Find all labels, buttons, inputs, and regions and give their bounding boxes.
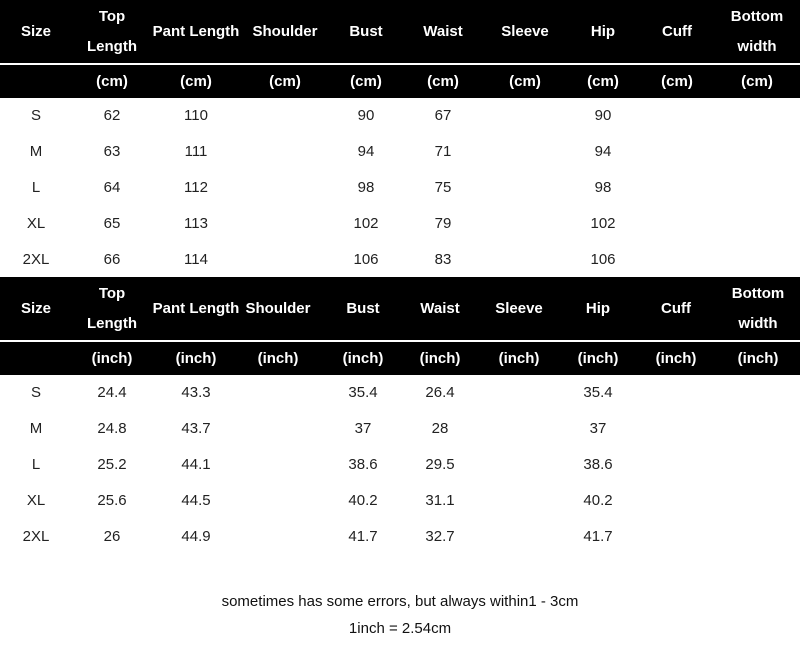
- value-cell: [714, 134, 800, 170]
- value-cell: [716, 483, 800, 519]
- value-cell: [636, 483, 716, 519]
- value-cell: 111: [184, 143, 208, 160]
- value-cell: [640, 206, 714, 242]
- unit-cell: (inch): [655, 349, 697, 367]
- table-row: [0, 411, 800, 447]
- value-cell: 79: [434, 215, 452, 232]
- header-cell: Cuff: [661, 299, 691, 317]
- value-cell: 26: [103, 528, 121, 545]
- value-cell: [636, 411, 716, 447]
- value-cell: 94: [357, 143, 375, 160]
- unit-cell: (inch): [257, 349, 299, 367]
- footnotes: [0, 588, 800, 642]
- value-cell: 110: [184, 107, 208, 124]
- error-note: sometimes has some errors, but always within1 - 3cm: [221, 593, 579, 610]
- value-cell: [716, 375, 800, 411]
- unit-cell: (cm): [741, 72, 773, 90]
- value-cell: 94: [594, 143, 612, 160]
- header-cell: Shoulder: [245, 299, 311, 317]
- value-cell: 40.2: [583, 492, 613, 509]
- unit-cell: (inch): [498, 349, 540, 367]
- table-row: [0, 206, 800, 242]
- header-cell: Size: [20, 22, 51, 40]
- value-cell: 35.4: [348, 384, 378, 401]
- value-cell: [484, 242, 566, 278]
- value-cell: 25.2: [97, 456, 127, 473]
- value-cell: [640, 98, 714, 134]
- value-cell: 40.2: [348, 492, 378, 509]
- header-cell: Size: [20, 299, 51, 317]
- unit-cell: (cm): [509, 72, 541, 90]
- value-cell: [232, 411, 324, 447]
- table-row: [0, 483, 800, 519]
- value-cell: 41.7: [348, 528, 378, 545]
- value-cell: [636, 519, 716, 555]
- value-cell: 113: [184, 215, 208, 232]
- header-cell: Cuff: [662, 22, 692, 40]
- header-cell: Waist: [423, 22, 463, 40]
- size-cell: S: [30, 107, 41, 124]
- value-cell: [232, 375, 324, 411]
- value-cell: [478, 519, 560, 555]
- value-cell: [484, 170, 566, 206]
- table-body: [0, 375, 800, 555]
- value-cell: 106: [590, 251, 616, 268]
- size-table-cm: [0, 0, 800, 278]
- value-cell: 26.4: [425, 384, 455, 401]
- unit-cell: [0, 65, 72, 98]
- unit-cell: [0, 342, 72, 375]
- value-cell: [716, 411, 800, 447]
- value-cell: 43.7: [181, 420, 211, 437]
- header-cell: Waist: [420, 299, 460, 317]
- value-cell: [232, 483, 324, 519]
- header-cell: Hip: [590, 22, 616, 40]
- header-row: [0, 277, 800, 340]
- unit-cell: (inch): [342, 349, 384, 367]
- unit-cell: (cm): [180, 72, 212, 90]
- unit-row: [0, 65, 800, 98]
- size-table-inch: [0, 277, 800, 555]
- size-cell: S: [30, 384, 41, 401]
- value-cell: 38.6: [583, 456, 613, 473]
- value-cell: 66: [103, 251, 121, 268]
- value-cell: 62: [103, 107, 121, 124]
- size-cell: L: [31, 456, 41, 473]
- value-cell: 90: [594, 107, 612, 124]
- unit-cell: (inch): [419, 349, 461, 367]
- table-body: [0, 98, 800, 278]
- unit-cell: (inch): [577, 349, 619, 367]
- value-cell: 44.5: [181, 492, 211, 509]
- unit-row: [0, 342, 800, 375]
- unit-cell: (inch): [737, 349, 779, 367]
- unit-cell: (cm): [427, 72, 459, 90]
- value-cell: 41.7: [583, 528, 613, 545]
- value-cell: [636, 447, 716, 483]
- header-cell: Bottom width: [731, 284, 785, 332]
- header-cell: Hip: [585, 299, 611, 317]
- value-cell: 43.3: [181, 384, 211, 401]
- value-cell: [484, 134, 566, 170]
- value-cell: 67: [434, 107, 452, 124]
- header-cell: Pant Length: [152, 22, 240, 40]
- header-cell: Bottom width: [730, 7, 784, 55]
- unit-cell: (cm): [661, 72, 693, 90]
- table-row: [0, 98, 800, 134]
- size-cell: M: [29, 143, 43, 160]
- value-cell: 112: [184, 179, 208, 196]
- value-cell: [240, 242, 330, 278]
- header-cell: Sleeve: [501, 22, 549, 40]
- value-cell: [716, 447, 800, 483]
- value-cell: 24.8: [97, 420, 127, 437]
- size-cell: M: [29, 420, 43, 437]
- value-cell: 102: [353, 215, 379, 232]
- size-cell: L: [31, 179, 41, 196]
- value-cell: [240, 170, 330, 206]
- value-cell: 25.6: [97, 492, 127, 509]
- table-row: [0, 170, 800, 206]
- value-cell: 114: [184, 251, 208, 268]
- value-cell: [478, 411, 560, 447]
- value-cell: [714, 206, 800, 242]
- size-cell: XL: [26, 492, 46, 509]
- value-cell: [714, 98, 800, 134]
- value-cell: 24.4: [97, 384, 127, 401]
- value-cell: [640, 134, 714, 170]
- value-cell: [478, 375, 560, 411]
- table-row: [0, 519, 800, 555]
- value-cell: [714, 170, 800, 206]
- size-cell: 2XL: [22, 528, 50, 545]
- header-cell: Sleeve: [495, 299, 543, 317]
- table-row: [0, 134, 800, 170]
- value-cell: 28: [431, 420, 449, 437]
- value-cell: 44.9: [181, 528, 211, 545]
- size-cell: XL: [26, 215, 46, 232]
- value-cell: [240, 98, 330, 134]
- header-row: [0, 0, 800, 63]
- unit-cell: (cm): [350, 72, 382, 90]
- header-cell: Pant Length: [152, 299, 240, 317]
- value-cell: 38.6: [348, 456, 378, 473]
- value-cell: [716, 519, 800, 555]
- unit-cell: (inch): [91, 349, 133, 367]
- size-cell: 2XL: [22, 251, 50, 268]
- value-cell: [240, 206, 330, 242]
- value-cell: 75: [434, 179, 452, 196]
- unit-cell: (inch): [175, 349, 217, 367]
- header-cell: Top Length: [87, 284, 137, 332]
- value-cell: 83: [434, 251, 452, 268]
- value-cell: 44.1: [181, 456, 211, 473]
- value-cell: 35.4: [583, 384, 613, 401]
- value-cell: [232, 447, 324, 483]
- value-cell: [478, 483, 560, 519]
- value-cell: [484, 98, 566, 134]
- table-row: [0, 447, 800, 483]
- value-cell: [478, 447, 560, 483]
- conversion-note: 1inch = 2.54cm: [348, 620, 452, 637]
- value-cell: 29.5: [425, 456, 455, 473]
- value-cell: [636, 375, 716, 411]
- value-cell: 98: [357, 179, 375, 196]
- header-cell: Bust: [349, 22, 383, 40]
- unit-cell: (cm): [269, 72, 301, 90]
- value-cell: 37: [589, 420, 607, 437]
- unit-cell: (cm): [96, 72, 128, 90]
- value-cell: 90: [357, 107, 375, 124]
- value-cell: 98: [594, 179, 612, 196]
- value-cell: 31.1: [425, 492, 455, 509]
- value-cell: 102: [590, 215, 616, 232]
- header-cell: Bust: [346, 299, 380, 317]
- header-cell: Top Length: [87, 7, 137, 55]
- value-cell: [714, 242, 800, 278]
- value-cell: 32.7: [425, 528, 455, 545]
- value-cell: [640, 242, 714, 278]
- unit-cell: (cm): [587, 72, 619, 90]
- value-cell: 63: [103, 143, 121, 160]
- table-row: [0, 375, 800, 411]
- value-cell: 106: [353, 251, 379, 268]
- value-cell: 65: [103, 215, 121, 232]
- header-cell: Shoulder: [252, 22, 318, 40]
- value-cell: [232, 519, 324, 555]
- table-row: [0, 242, 800, 278]
- value-cell: 64: [103, 179, 121, 196]
- value-cell: [240, 134, 330, 170]
- value-cell: 37: [354, 420, 372, 437]
- value-cell: [484, 206, 566, 242]
- value-cell: 71: [434, 143, 452, 160]
- value-cell: [640, 170, 714, 206]
